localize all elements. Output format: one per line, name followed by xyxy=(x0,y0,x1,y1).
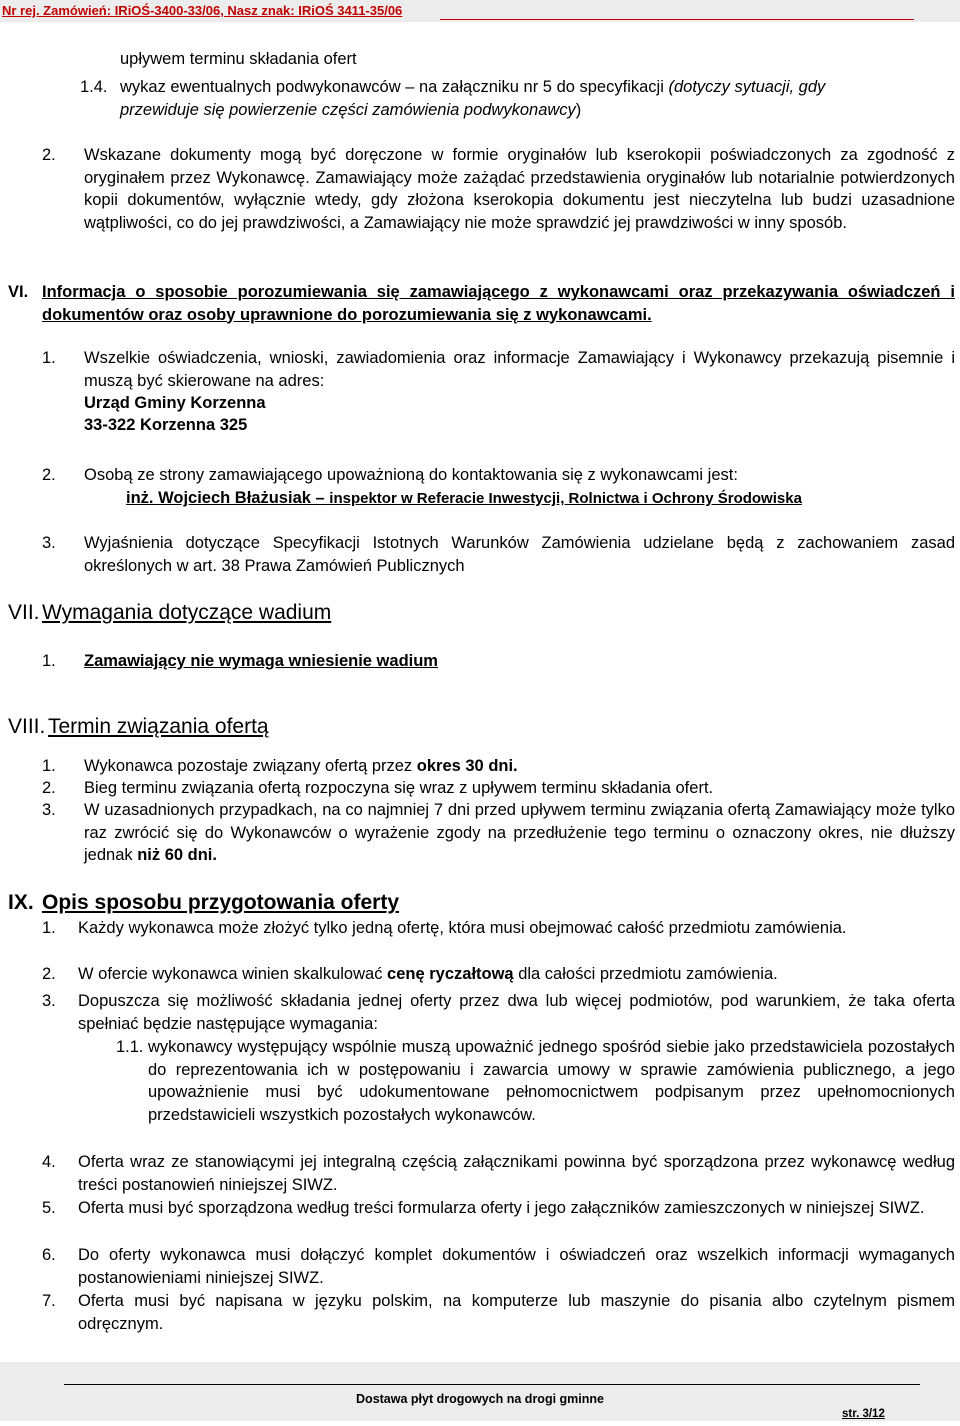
section-vi-item-2-number: 2. xyxy=(42,466,56,484)
item-2-number: 2. xyxy=(42,146,56,164)
section-ix-item-1-text: Każdy wykonawca może złożyć tylko jedną ofertę, która musi obejmować całość przedmiotu zamówienia. xyxy=(78,919,847,937)
section-viii-number: VIII. xyxy=(8,715,46,738)
page-footer-rule xyxy=(64,1384,920,1385)
section-ix-item-3-number: 3. xyxy=(42,992,56,1010)
section-ix-title: Opis sposobu przygotowania oferty xyxy=(42,891,400,914)
section-ix-item-3-text: Dopuszcza się możliwość składania jednej oferty przez dwa lub więcej podmiotów, pod warunkiem, że taka oferta spełniać będzie następujące wymagania: xyxy=(78,992,955,1033)
item-1-4-number: 1.4. xyxy=(80,78,108,96)
section-vi-title: Informacja o sposobie porozumiewania się zamawiającego z wykonawcami oraz przekazywania oświadczeń i dokumentów oraz osoby uprawnione do porozumiewania się z wykonawcami. xyxy=(42,283,955,324)
page-header-text: Nr rej. Zamówień: IRiOŚ-3400-33/06, Nasz znak: IRiOŚ 3411-35/06 xyxy=(2,3,403,18)
section-viii-item-1-text: Wykonawca pozostaje związany ofertą przez okres 30 dni. xyxy=(84,757,518,775)
section-ix-item-1-number: 1. xyxy=(42,919,56,937)
section-ix-item-6-number: 6. xyxy=(42,1246,56,1264)
page-header-rule xyxy=(440,19,914,20)
item-2-text: Wskazane dokumenty mogą być doręczone w formie oryginałów lub kserokopii poświadczonych za zgodność z oryginałem przez Wykonawcę. Zamawiający może zażądać przedstawienia oryginałów lub notarialnie potwierdzonych kopii dokumentów, wyłącznie wtedy, gdy złożona kserokopia dokumentu jest nieczytelna lub budzi uzasadnione wątpliwości, co do jej prawdziwości, a Zamawiający nie może sprawdzić jej prawdziwości w inny sposób. xyxy=(84,146,955,232)
section-ix-item-7-number: 7. xyxy=(42,1292,56,1310)
page-number: str. 3/12 xyxy=(842,1408,885,1420)
page-footer-title: Dostawa płyt drogowych na drogi gminne xyxy=(356,1392,604,1406)
section-ix-item-4-number: 4. xyxy=(42,1153,56,1171)
section-vii-number: VII. xyxy=(8,601,40,624)
section-ix-item-4-text: Oferta wraz ze stanowiącymi jej integralną częścią załącznikami powinna być sporządzona przez wykonawcę według treści postanowień niniejszej SIWZ. xyxy=(78,1153,955,1194)
section-vi-item-3-text: Wyjaśnienia dotyczące Specyfikacji Istotnych Warunków Zamówienia udzielane będą z zachowaniem zasad określonych w art. 38 Prawa Zamówień Publicznych xyxy=(84,534,955,575)
section-vii-item-1-number: 1. xyxy=(42,652,56,670)
section-vi-number: VI. xyxy=(8,283,29,301)
section-viii-item-1-number: 1. xyxy=(42,757,56,775)
section-ix-item-3-1-text: wykonawcy występujący wspólnie muszą upoważnić jednego spośród siebie jako przedstawiciela pozostałych do reprezentowania ich w postępowaniu i zawarcia umowy w sprawie zamówienia publicznego, a jego upoważnienie musi być udokumentowane pełnomocnictwem podpisanym przez upełnomocnionych przedstawicieli wszystkich pozostałych wykonawców. xyxy=(148,1038,955,1124)
section-vii-item-1-text: Zamawiający nie wymaga wniesienie wadium xyxy=(84,652,438,670)
section-viii-item-3-number: 3. xyxy=(42,801,56,819)
section-ix-item-2-text: W ofercie wykonawca winien skalkulować cenę ryczałtową dla całości przedmiotu zamówienia. xyxy=(78,965,778,983)
section-viii-title: Termin związania ofertą xyxy=(48,715,269,738)
item-1-4: wykaz ewentualnych podwykonawców – na załączniku nr 5 do specyfikacji (dotyczy sytuacji, gdy przewiduje się powierzenie części zamówienia podwykonawcy) xyxy=(120,78,826,119)
section-vi-item-1-text: Wszelkie oświadczenia, wnioski, zawiadomienia oraz informacje Zamawiający i Wykonawcy przekazują pisemnie i muszą być skierowane na adres: xyxy=(84,349,955,390)
section-ix-item-3-1-number: 1.1. xyxy=(116,1038,144,1056)
section-viii-item-2-text: Bieg terminu związania ofertą rozpoczyna się wraz z upływem terminu składania ofert. xyxy=(84,779,714,797)
section-vi-item-3-number: 3. xyxy=(42,534,56,552)
item-1-3-continuation: upływem terminu składania ofert xyxy=(120,50,357,68)
section-vi-item-2-text: Osobą ze strony zamawiającego upoważnioną do kontaktowania się z wykonawcami jest: xyxy=(84,466,738,484)
section-vii-title: Wymagania dotyczące wadium xyxy=(42,601,332,624)
address-line-2: 33-322 Korzenna 325 xyxy=(84,416,248,434)
section-viii-item-2-number: 2. xyxy=(42,779,56,797)
address-line-1: Urząd Gminy Korzenna xyxy=(84,394,266,412)
section-ix-item-5-number: 5. xyxy=(42,1199,56,1217)
section-viii-item-3-text: W uzasadnionych przypadkach, na co najmniej 7 dni przed upływem terminu związania ofertą Zamawiający może tylko raz zwrócić się do Wykonawców o wyrażenie zgody na przedłużenie tego terminu o oznaczony okres, nie dłuższy jednak niż 60 dni. xyxy=(84,801,955,864)
section-ix-item-7-text: Oferta musi być napisana w języku polskim, na komputerze lub maszynie do pisania albo czytelnym pismem odręcznym. xyxy=(78,1292,955,1333)
section-ix-item-6-text: Do oferty wykonawca musi dołączyć komplet dokumentów i oświadczeń oraz wszelkich informacji wymaganych postanowieniami niniejszej SIWZ. xyxy=(78,1246,955,1287)
section-vi-item-1-number: 1. xyxy=(42,349,56,367)
section-ix-number: IX. xyxy=(8,891,34,914)
section-ix-item-5-text: Oferta musi być sporządzona według treści formularza oferty i jego załączników zamieszczonych w niniejszej SIWZ. xyxy=(78,1199,925,1217)
section-ix-item-2-number: 2. xyxy=(42,965,56,983)
contact-person: inż. Wojciech Błażusiak – inspektor w Referacie Inwestycji, Rolnictwa i Ochrony Środowiska xyxy=(126,489,802,507)
